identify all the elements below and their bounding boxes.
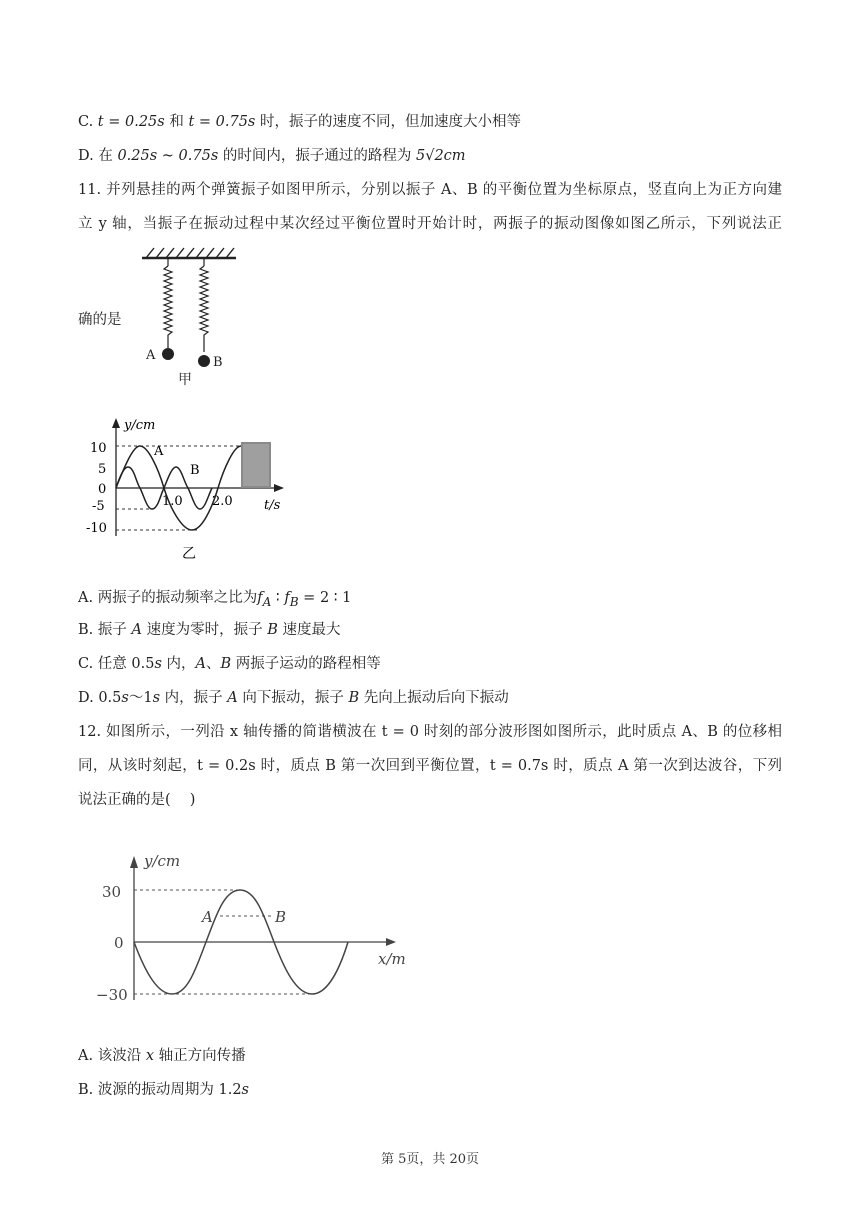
q11-stem-line1: 11. 并列悬挂的两个弹簧振子如图甲所示，分别以振子 A、B 的平衡位置为坐标原点，竖直向上为正方向建 <box>78 182 782 198</box>
ytick-0: 0 <box>114 934 124 952</box>
ytick-neg10: -10 <box>86 521 107 536</box>
q12-stem-line3: 说法正确的是( ) <box>78 792 196 808</box>
point-b-label: B <box>275 908 287 926</box>
q11-option-d: D. 0.5s～1s 内，振子 A 向下振动，振子 B 先向上振动后向下振动 <box>78 690 509 706</box>
y-axis-label: y/cm <box>124 418 156 433</box>
x-axis-label: t/s <box>264 498 281 513</box>
spring-b <box>200 266 208 352</box>
ytick-5: 5 <box>98 462 107 477</box>
ytick-neg5: -5 <box>92 499 105 514</box>
y-axis-label: y/cm <box>144 852 181 870</box>
q12-option-b: B. 波源的振动周期为 1.2s <box>78 1082 249 1098</box>
xtick-1: 1.0 <box>162 494 183 509</box>
q11-option-c: C. 任意 0.5s 内，A、B 两振子运动的路程相等 <box>78 656 381 672</box>
spring-a <box>164 266 172 348</box>
ball-b <box>198 355 210 367</box>
spring-oscillators-figure <box>128 244 248 392</box>
q10-option-c: C. t = 0.25s 和 t = 0.75s 时，振子的速度不同，但加速度大小相等 <box>78 114 521 130</box>
q12-option-a: A. 该波沿 x 轴正方向传播 <box>78 1048 246 1064</box>
vibration-graph <box>84 412 294 562</box>
page-footer: 第 5页，共 20页 <box>380 1152 480 1167</box>
x-axis-label: x/m <box>378 950 406 968</box>
ball-a <box>162 348 174 360</box>
fig1-caption: 甲 <box>178 372 192 388</box>
ytick-neg30: −30 <box>96 986 128 1004</box>
ytick-10: 10 <box>90 441 107 456</box>
q11-option-a: A. 两振子的振动频率之比为$f_A$ ∶ $f_B = 2$ ∶ 1 <box>78 590 352 609</box>
xtick-2: 2.0 <box>212 494 233 509</box>
fig2-caption: 乙 <box>182 546 196 562</box>
series-a-label: A <box>154 444 164 459</box>
q11-stem-line2: 立 y 轴，当振子在振动过程中某次经过平衡位置时开始计时，两振子的振动图像如图乙所示，下列说法正 <box>78 216 782 232</box>
series-b-label: B <box>190 463 200 478</box>
q11-stem-line3: 确的是 <box>78 312 122 328</box>
q11-option-b: B. 振子 A 速度为零时，振子 B 速度最大 <box>78 622 341 638</box>
q12-stem-line1: 12. 如图所示，一列沿 x 轴传播的简谐横波在 t = 0 时刻的部分波形图如图所示，此时质点 A、B 的位移相 <box>78 724 782 740</box>
point-a-label: A <box>202 908 213 926</box>
label-a: A <box>146 348 156 363</box>
q12-stem-line2: 同，从该时刻起，t = 0.2s 时，质点 B 第一次回到平衡位置，t = 0.7s 时，质点 A 第一次到达波谷，下列 <box>78 758 782 774</box>
q10-option-d: D. 在 0.25s ~ 0.75s 的时间内，振子通过的路程为 5√2cm <box>78 148 466 164</box>
ytick-30: 30 <box>102 883 122 901</box>
ytick-0: 0 <box>98 482 107 497</box>
label-b: B <box>213 355 223 370</box>
waveform-graph <box>96 850 426 1010</box>
